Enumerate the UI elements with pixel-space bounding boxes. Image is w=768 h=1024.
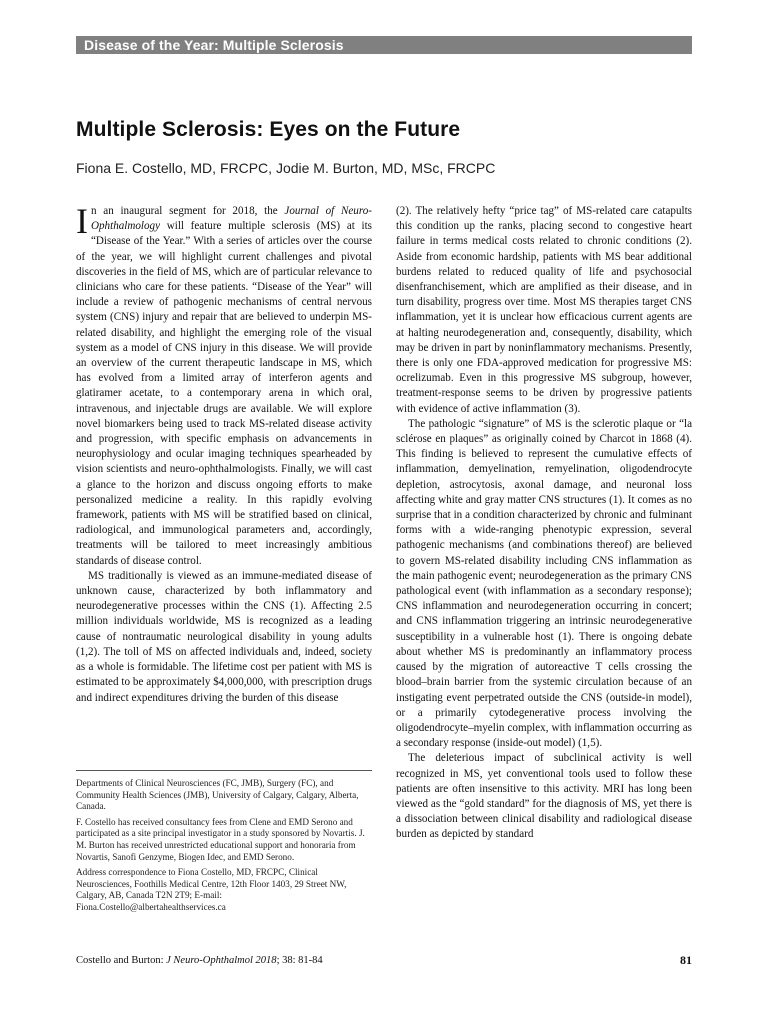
article-title: Multiple Sclerosis: Eyes on the Future <box>76 118 461 141</box>
journal-name: Journal of Neuro-Ophthalmology <box>91 205 372 233</box>
article-authors: Fiona E. Costello, MD, FRCPC, Jodie M. Burton, MD, MSc, FRCPC <box>76 160 496 176</box>
paragraph-1-intro: n an inaugural segment for 2018, the <box>91 205 285 217</box>
page-number: 81 <box>680 953 692 967</box>
body-paragraph-1 <box>76 201 372 569</box>
citation-journal: J Neuro-Ophthalmol 2018 <box>166 955 277 966</box>
left-column <box>76 201 372 706</box>
body-paragraph-3: (2). The relatively hefty “price tag” of MS-related care catapults this condition up the ranks, placing second to congestive heart failure in terms medical costs related to chronic conditions (2). Aside from economic hardship, patients with MS bear additional burdens related to reduced quality of life and psychosocial disenfranchisement, which are amplified as their disease, and in turn disability, progress over time. Most MS therapies target CNS inflammation, yet it is unclear how efficacious current agents are at halting neurodegeneration and, consequently, disability, which may be driven in part by noninflammatory mechanisms. Presently, there is only one FDA-approved medication for progressive MS: ocrelizumab. Even in this progressive MS subgroup, however, treatment-response seems to be driven by progressive patients with evidence of active inflammation (3). <box>396 205 692 415</box>
footer-citation <box>76 955 323 966</box>
body-paragraph-5: The deleterious impact of subclinical activity is well recognized in MS, yet conventional tools used to follow these patients are often insensitive to this activity. MRI has long been viewed as the “gold standard” for the diagnosis of MS, yet there is a dissociation between clinical disability and radiological disease burden as depicted by standard <box>396 752 692 841</box>
body-paragraph-4: The pathologic “signature” of MS is the sclerotic plaque or “la sclérose en plaques” as originally coined by Charcot in 1868 (4). This finding is believed to represent the cumulative effects of inflammation, demyelination, remyelination, oligodendrocyte depletion, astrocytosis, axonal damage, and neuronal loss affecting white and gray matter CNS structures (1). It comes as no surprise that in a condition characterized by chronic and fulminant forms with a wide-ranging phenotypic expression, several pathogenic mechanisms (and combinations thereof) are believed to govern MS-related disability including CNS inflammation as the main pathogenic event; neurodegeneration as the primary CNS pathological event (with inflammation as a secondary response); CNS inflammation and neurodegeneration occurring in concert; and CNS inflammation triggering an intrinsic neurodegenerative susceptibility in a vulnerable host (1). There is ongoing debate about whether MS is predominantly an inflammatory process caused by the migration of autoreactive T cells crossing the blood–brain barrier from the systemic circulation because of an instigating event perpetrated outside the CNS (outside-in model), or a primarily cytodegenerative process involving the oligodendrocyte–myelin complex, with inflammation occurring as a secondary response (inside-out model) (1,5). <box>396 417 692 750</box>
section-label: Disease of the Year: Multiple Sclerosis <box>84 37 344 53</box>
drop-cap: I <box>76 201 88 241</box>
footnote-affiliations: Departments of Clinical Neurosciences (FC, JMB), Surgery (FC), and Community Health Sciences (JMB), University of Calgary, Calgary, Alberta, Canada. <box>76 778 359 812</box>
footnote-disclosures: F. Costello has received consultancy fees from Clene and EMD Serono and participated as a site principal investigator in a study sponsored by Novartis. J. M. Burton has received unrestricted educational support and honoraria from Novartis, Sanofi Genzyme, Biogen Idec, and EMD Serono. <box>76 816 365 862</box>
citation-authors: Costello and Burton: <box>76 955 167 966</box>
footnote-correspondence: Address correspondence to Fiona Costello, MD, FRCPC, Clinical Neurosciences, Foothills Medical Centre, 12th Floor 1403, 29 Street NW, Calgary, AB, Canada T2N 2T9; E-mail: Fiona.Costello@albertahealthservices.ca <box>76 867 347 912</box>
section-header-bar <box>76 36 692 54</box>
body-paragraph-2: MS traditionally is viewed as an immune-mediated disease of unknown cause, characterized by both inflammatory and neurodegenerative processes within the CNS (1). Affecting 2.5 million individuals worldwide, MS is recognized as a leading cause of nontraumatic neurological disability in young adults (1,2). The toll of MS on affected individuals and, indeed, society as a whole is formidable. The lifetime cost per patient with MS is estimated to be approximately $4,000,000, with prescription drugs and indirect expenditures driving the burden of this disease <box>76 569 372 704</box>
footnotes <box>76 778 372 918</box>
footnote-divider <box>76 770 372 771</box>
right-column <box>396 204 692 843</box>
citation-details: ; 38: 81-84 <box>276 955 323 966</box>
paragraph-1-text: will feature multiple sclerosis (MS) at its “Disease of the Year.” With a series of articles over the course of the year, we will highlight current challenges and pivotal discoveries in the field of MS, which are of particular relevance to clinicians who care for these patients. “Disease of the Year” will include a review of pathogenic mechanisms of central nervous system (CNS) injury and repair that are believed to underpin MS-related disability, and highlight the emerging role of the visual system as a model of CNS injury in this disease. We will provide an overview of the current therapeutic landscape in MS, which has evolved from a limited array of interferon agents and glatiramer acetate, to a contemporary arena in which oral, intravenous, and injectable drugs are available. We will explore novel biomarkers being used to track MS-related disease activity and progression, with specific emphasis on advancements in neurophysiology and ocular imaging techniques spearheaded by vision scientists and neuro-ophthalmologists. Finally, we will cast a glance to the horizon and discuss ongoing efforts to make personalized medicine a reality. In this rapidly evolving framework, patients with MS will be stratified based on clinical, radiological, and immunological parameters and, accordingly, treatments will be tailored to meet increasingly ambitious standards of disease control. <box>76 220 372 567</box>
